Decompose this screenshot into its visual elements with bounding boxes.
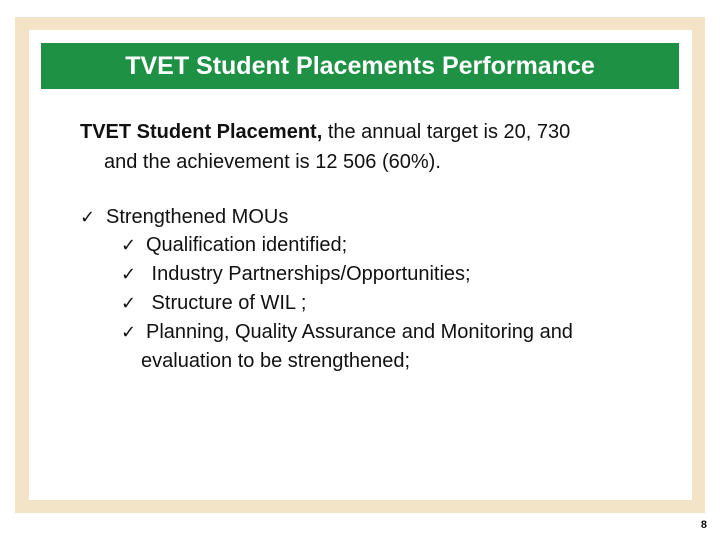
checkmark-icon: ✓ — [121, 293, 137, 314]
checkmark-icon: ✓ — [121, 235, 137, 256]
list-item — [121, 231, 691, 260]
slide-title: TVET Student Placements Performance — [125, 51, 595, 80]
list-item — [121, 318, 691, 347]
list-item-label: Planning, Quality Assurance and Monitoring and — [146, 321, 573, 343]
list-item-label: Qualification identified; — [146, 234, 348, 256]
checkmark-icon: ✓ — [80, 207, 96, 228]
intro-bold-lead: TVET Student Placement, — [80, 121, 323, 143]
page-number: 8 — [700, 519, 707, 531]
list-item — [121, 260, 691, 289]
slide-title-bar — [41, 43, 679, 89]
checklist-main-item — [80, 202, 288, 233]
list-item-label: Structure of WIL ; — [146, 292, 307, 314]
checklist-sublist — [121, 231, 691, 376]
list-item-continuation: evaluation to be strengthened; — [141, 350, 411, 372]
list-item — [121, 289, 691, 318]
intro-text: the annual target is 20, 730 — [322, 121, 571, 143]
intro-text-line2: and the achievement is 12 506 (60%). — [104, 151, 441, 173]
checklist-main-label: Strengthened MOUs — [106, 206, 289, 228]
intro-paragraph — [80, 117, 680, 177]
checkmark-icon: ✓ — [121, 322, 137, 343]
checkmark-icon: ✓ — [121, 264, 137, 285]
list-item-label: Industry Partnerships/Opportunities; — [146, 263, 471, 285]
